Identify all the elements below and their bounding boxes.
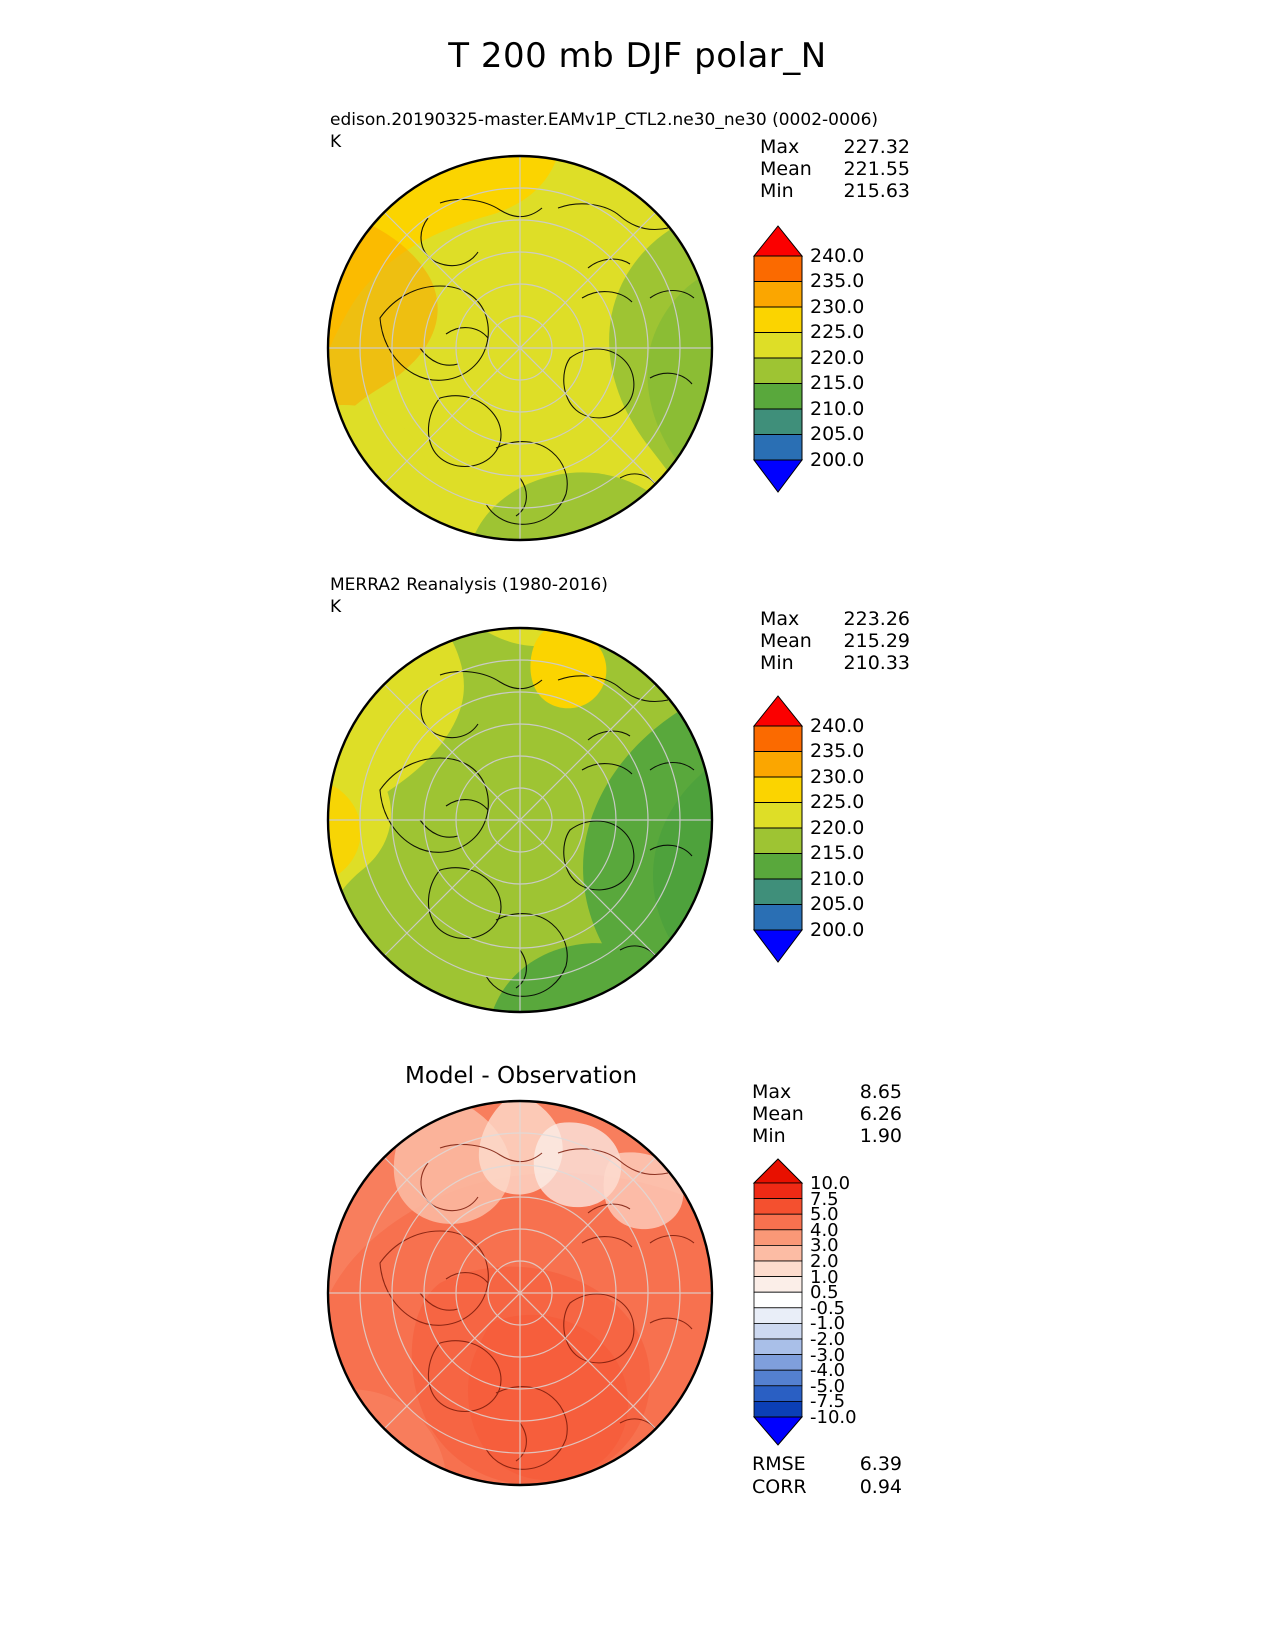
colorbar-tick: 225.0 <box>810 321 865 343</box>
colorbar-tick: 5.0 <box>810 1204 839 1225</box>
colorbar-tick: 0.5 <box>810 1282 839 1303</box>
colorbar-tick: 200.0 <box>810 449 865 471</box>
page-title: T 200 mb DJF polar_N <box>448 36 827 76</box>
stat-value: 221.55 <box>843 158 910 180</box>
stat-value: 1.90 <box>859 1125 902 1147</box>
colorbar-observation <box>750 690 865 970</box>
stat-label: Max <box>760 608 800 630</box>
colorbar-tick: -7.5 <box>810 1391 846 1412</box>
panel-model-stats <box>760 136 910 202</box>
colorbar-tick: 3.0 <box>810 1235 839 1256</box>
colorbar-tick: 235.0 <box>810 270 865 292</box>
stat-value: 8.65 <box>859 1081 902 1103</box>
colorbar-tick: 7.5 <box>810 1189 839 1210</box>
footer-stat-value: 6.39 <box>859 1453 902 1475</box>
stat-value: 215.29 <box>843 630 910 652</box>
stat-label: Mean <box>752 1103 804 1125</box>
stat-value: 6.26 <box>859 1103 902 1125</box>
panel-difference-title: Model - Observation <box>405 1063 638 1089</box>
stat-value: 223.26 <box>843 608 910 630</box>
panel-observation-title: MERRA2 Reanalysis (1980-2016) <box>330 575 608 595</box>
colorbar-model <box>750 220 865 500</box>
colorbar-tick: 205.0 <box>810 423 865 445</box>
colorbar-tick: -4.0 <box>810 1360 846 1381</box>
stat-value: 215.63 <box>843 180 910 202</box>
colorbar-tick: -1.0 <box>810 1313 846 1334</box>
colorbar-tick: 240.0 <box>810 245 865 267</box>
colorbar-tick: 215.0 <box>810 842 865 864</box>
footer-stat-label: CORR <box>752 1476 807 1498</box>
panel-model-units: K <box>330 132 342 152</box>
colorbar-tick: 240.0 <box>810 715 865 737</box>
panel-observation-units: K <box>330 597 342 617</box>
stat-value: 210.33 <box>843 652 910 674</box>
stat-label: Max <box>752 1081 792 1103</box>
stat-label: Min <box>760 180 794 202</box>
colorbar-tick: 1.0 <box>810 1267 839 1288</box>
colorbar-tick: 210.0 <box>810 398 865 420</box>
panel-observation-stats <box>760 608 910 674</box>
colorbar-tick: 225.0 <box>810 791 865 813</box>
footer-stat-value: 0.94 <box>859 1476 902 1498</box>
colorbar-tick: -5.0 <box>810 1376 846 1397</box>
colorbar-tick: -10.0 <box>810 1407 857 1428</box>
colorbar-difference <box>750 1155 857 1455</box>
footer-stat-label: RMSE <box>752 1453 806 1475</box>
panel-difference-footer-stats <box>752 1453 902 1499</box>
polar-map-model <box>320 148 720 548</box>
polar-map-observation <box>320 620 720 1020</box>
colorbar-tick: 4.0 <box>810 1220 839 1241</box>
colorbar-tick: 235.0 <box>810 740 865 762</box>
colorbar-tick: 10.0 <box>810 1173 851 1194</box>
stat-label: Max <box>760 136 800 158</box>
colorbar-tick: -3.0 <box>810 1345 846 1366</box>
stat-label: Mean <box>760 158 812 180</box>
colorbar-tick: 230.0 <box>810 766 865 788</box>
colorbar-tick: 220.0 <box>810 347 865 369</box>
stat-label: Mean <box>760 630 812 652</box>
panel-model-title: edison.20190325-master.EAMv1P_CTL2.ne30_ne30 (0002-0006) <box>330 110 879 130</box>
colorbar-tick: -2.0 <box>810 1329 846 1350</box>
colorbar-tick: 205.0 <box>810 893 865 915</box>
colorbar-tick: -0.5 <box>810 1298 846 1319</box>
colorbar-tick: 230.0 <box>810 296 865 318</box>
colorbar-tick: 200.0 <box>810 919 865 941</box>
colorbar-tick: 215.0 <box>810 372 865 394</box>
stat-label: Min <box>752 1125 786 1147</box>
stat-label: Min <box>760 652 794 674</box>
polar-map-difference <box>320 1093 720 1493</box>
panel-difference-stats <box>752 1081 902 1147</box>
colorbar-tick: 210.0 <box>810 868 865 890</box>
colorbar-tick: 2.0 <box>810 1251 839 1272</box>
colorbar-tick: 220.0 <box>810 817 865 839</box>
stat-value: 227.32 <box>843 136 910 158</box>
